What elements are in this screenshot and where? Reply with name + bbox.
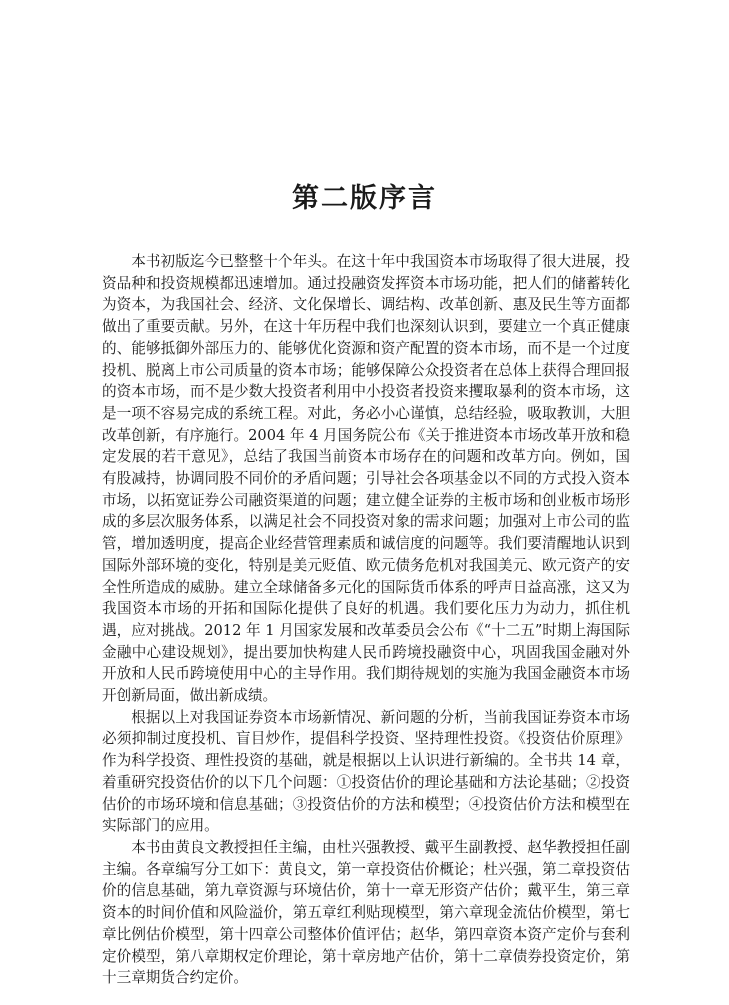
paragraph: 本书初版迄今已整整十个年头。在这十年中我国资本市场取得了很大进展，投资品种和投资规模都迅速增加。通过投融资发挥资本市场功能，把人们的储蓄转化为资本，为我国社会、经济、文化保增长、调结构、改革创新、惠及民生等方面都做出了重要贡献。另外，在这十年历程中我们也深刻认识到，要建立一个真正健康的、能够抵御外部压力的、能够优化资源和资产配置的资本市场，而不是一个过度投机、脱离上市公司质量的资本市场；能够保障公众投资者在总体上获得合理回报的资本市场，而不是少数大投资者利用中小投资者投资来攫取暴利的资本市场，这是一项不容易完成的系统工程。对此，务必小心谨慎，总结经验，吸取教训，大胆改革创新，有序施行。2004 年 4 月国务院公布《关于推进资本市场改革开放和稳定发展的若干意见》，总结了我国当前资本市场存在的问题和改革方向。例如，国有股减持，协调同股不同价的矛盾问题；引导社会各项基金以不同的方式投入资本市场，以拓宽证券公司融资渠道的问题；建立健全证券的主板市场和创业板市场形成的多层次服务体系，以满足社会不同投资对象的需求问题；加强对上市公司的监管，增加透明度，提高企业经营管理素质和诚信度的问题等。我们要清醒地认识到国际外部环境的变化，特别是美元贬值、欧元债务危机对我国美元、欧元资产的安全性所造成的威胁。建立全球储备多元化的国际货币体系的呼声日益高涨，这又为我国资本市场的开拓和国际化提供了良好的机遇。我们要化压力为动力，抓住机遇，应对挑战。2012 年 1 月国家发展和改革委员会公布《“十二五”时期上海国际金融中心建设规划》，提出要加快构建人民币跨境投融资中心，巩固我国金融对外开放和人民币跨境使用中心的主导作用。我们期待规划的实施为我国金融资本市场开创新局面，做出新成绩。 <box>102 253 630 705</box>
paragraph: 根据以上对我国证券资本市场新情况、新问题的分析，当前我国证券资本市场必须抑制过度投机、盲目炒作，提倡科学投资、坚持理性投资。《投资估价原理》作为科学投资、理性投资的基础，就是根据以上认识进行新编的。全书共 14 章，着重研究投资估价的以下几个问题：①投资估价的理论基础和方法论基础；②投资估价的市场环境和信息基础；③投资估价的方法和模型；④投资估价方法和模型在实际部门的应用。 <box>102 708 630 835</box>
body-text <box>102 251 630 989</box>
page-title: 第二版序言 <box>292 183 437 214</box>
paragraph: 本书由黄良文教授担任主编，由杜兴强教授、戴平生副教授、赵华教授担任副主编。各章编写分工如下：黄良文，第一章投资估价概论；杜兴强，第二章投资估价的信息基础，第九章资源与环境估价，第十一章无形资产估价；戴平生，第三章资本的时间价值和风险溢价，第五章红利贴现模型，第六章现金流估价模型，第七章比例估价模型，第十四章公司整体价值评估；赵华，第四章资本资产定价与套利定价模型，第八章期权定价理论，第十章房地产估价，第十二章债券投资定价，第十三章期货合约定价。 <box>102 838 630 987</box>
